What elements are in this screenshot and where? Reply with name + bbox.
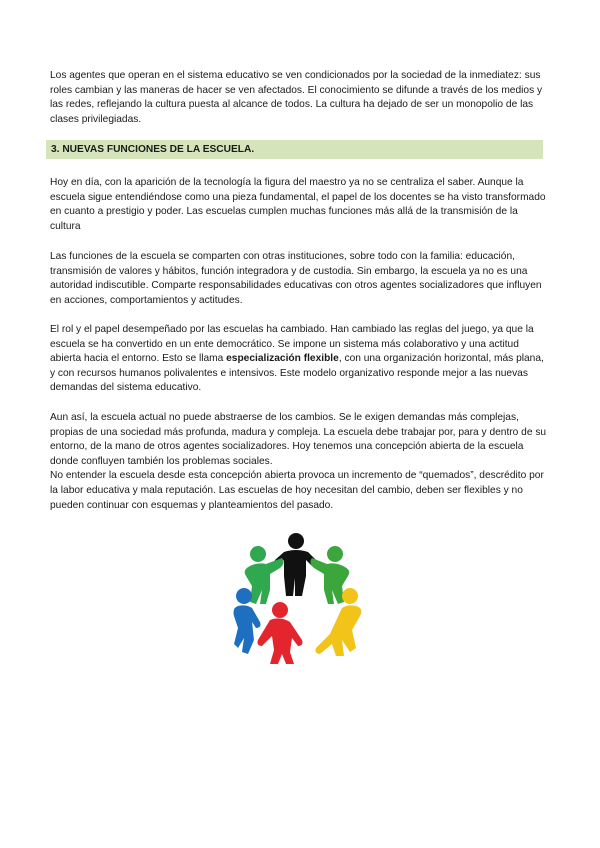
paragraph-role-text-1: El rol y el papel desempeñado por las escuelas ha cambiado. Han cambiado las reglas del juego, ya que la escuela se ha convertido en un ente democrático. Se impone un sistema más colaborativo y una actitud abierta hacia el entorno. Esto se llama bbox=[50, 324, 534, 365]
figure-red bbox=[258, 602, 303, 664]
paragraph-functions: Las funciones de la escuela se comparten con otras instituciones, sobre todo con la familia: educación, transmisión de valores y hábitos, función integradora y de custodia. Sin embargo, la escuela ya no es una autoridad indiscutible. Comparte responsabilidades educativas con otros agentes socializadores que influyen en acciones, comportamientos y actitudes. bbox=[50, 251, 542, 306]
section-heading: 3. NUEVAS FUNCIONES DE LA ESCUELA. bbox=[46, 140, 543, 159]
people-circle-icon bbox=[232, 530, 364, 664]
paragraph-changes-part-2: No entender la escuela desde esta concepción abierta provoca un incremento de “quemados”, descrédito por la labor educativa y mala reputación. Las escuelas de hoy necesitan del cambio, deben ser flexibles y no pueden continuar con esquemas y planteamientos del pasado. bbox=[50, 470, 544, 511]
paragraph-role-text-2: , con una organización horizontal, más plana, y con recursos humanos polivalentes e intensivos. Este modelo organizativo responde mejor a las nuevas demandas del sistema educativo. bbox=[50, 353, 544, 394]
paragraph-changes bbox=[50, 411, 550, 513]
paragraph-technology: Hoy en día, con la aparición de la tecnología la figura del maestro ya no se centraliza el saber. Aunque la escuela sigue entendiéndose como una pieza fundamental, el papel de los docentes se ha visto transformado en cuanto a prestigio y poder. Las escuelas cumplen muchas funciones más allá de la transmisión de la cultura bbox=[50, 177, 546, 232]
paragraph-role bbox=[50, 323, 550, 396]
paragraph-agents: Los agentes que operan en el sistema educativo se ven condicionados por la sociedad de la inmediatez: sus roles cambian y las maneras de hacer se ven afectados. El conocimiento se difunde a través de los medios y las redes, reflejando la cultura puesta al alcance de todos. La cultura ha dejado de ser un monopolio de las clases privilegiadas. bbox=[50, 70, 543, 125]
paragraph-changes-part-1: Aun así, la escuela actual no puede abstraerse de los cambios. Se le exigen demandas más complejas, propias de una sociedad más profunda, madura y compleja. La escuela debe trabajar por, para y dentro de su entorno, de la mano de otros agentes socializadores. Hoy tenemos una concepción abierta de la escuela donde confluyen también los problemas sociales. bbox=[50, 412, 547, 467]
paragraph-role-bold-term: especialización flexible bbox=[226, 353, 339, 365]
